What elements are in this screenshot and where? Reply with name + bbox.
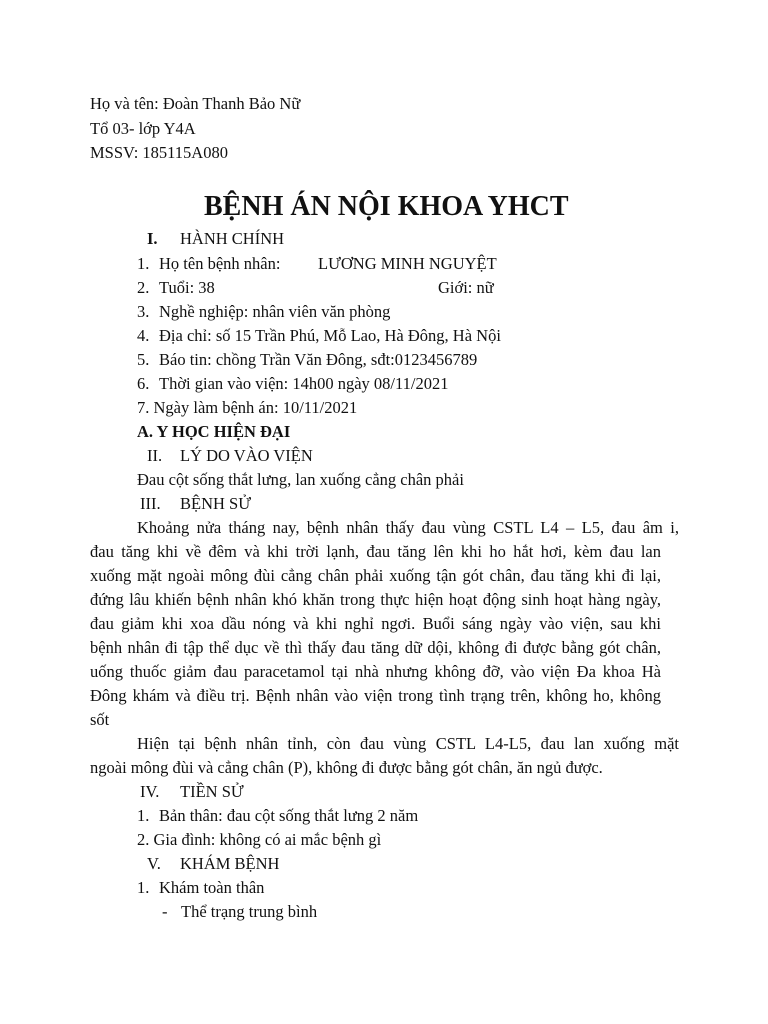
document-title: BỆNH ÁN NỘI KHOA YHCT [204,191,569,222]
section-5-numeral: V. [147,854,161,873]
item-3-num: 3. [137,302,150,321]
section-2-heading: LÝ DO VÀO VIỆN [180,446,313,465]
item-1-num: 1. [137,254,150,273]
section-1-heading: HÀNH CHÍNH [180,229,285,248]
history-para1-line: uống thuốc giảm đau paracetamol tại nhà nhưng không đỡ, vào viện Đa khoa Hà [90,662,661,681]
history-item-2-label: 2. Gia đình: không có ai mắc bệnh gì [137,830,382,849]
section-1-numeral: I. [147,229,158,248]
item-3-label: Nghề nghiệp: nhân viên văn phòng [159,302,391,321]
section-5-heading: KHÁM BỆNH [180,854,280,873]
student-name-line: Họ và tên: Đoàn Thanh Bảo Nữ [90,94,301,113]
item-6-label: Thời gian vào viện: 14h00 ngày 08/11/2021 [159,374,449,393]
exam-item-1-num: 1. [137,878,150,897]
exam-item-1-label: Khám toàn thân [159,878,265,897]
history-item-1-label: Bản thân: đau cột sống thắt lưng 2 năm [159,806,419,825]
item-5-label: Báo tin: chồng Trần Văn Đông, sđt:0123456789 [159,350,478,369]
student-id-line: MSSV: 185115A080 [90,143,228,162]
history-para2-line: ngoài mông đùi và cẳng chân (P), không đi được bằng gót chân, ăn ngủ được. [90,758,603,777]
bullet-text: Thể trạng trung bình [181,902,318,921]
item-4-label: Địa chỉ: số 15 Trần Phú, Mỗ Lao, Hà Đông, Hà Nội [159,326,501,345]
history-para1-line: Khoảng nửa tháng nay, bệnh nhân thấy đau vùng CSTL L4 – L5, đau âm i, [137,518,679,537]
history-para1-line: đứng lâu khiến bệnh nhân khó khăn trong thực hiện hoạt động sinh hoạt hàng ngày, [90,590,661,609]
section-2-numeral: II. [147,446,163,465]
item-7-label: 7. Ngày làm bệnh án: 10/11/2021 [137,398,358,417]
item-6-num: 6. [137,374,150,393]
item-2-value: Giới: nữ [438,278,494,297]
history-item-1-num: 1. [137,806,150,825]
item-5-num: 5. [137,350,150,369]
history-para1-line: sốt [90,710,110,729]
item-1-value: LƯƠNG MINH NGUYỆT [318,254,497,273]
section-4-numeral: IV. [140,782,160,801]
section-3-heading: BỆNH SỬ [180,494,252,513]
item-2-label: Tuổi: 38 [159,278,215,297]
history-para2-line: Hiện tại bệnh nhân tỉnh, còn đau vùng CSTL L4-L5, đau lan xuống mặt [137,734,679,753]
student-group-line: Tổ 03- lớp Y4A [90,119,196,138]
history-para1-line: Đông khám và điều trị. Bệnh nhân vào viện trong tình trạng trên, không ho, không [90,686,661,705]
item-1-label: Họ tên bệnh nhân: [159,254,281,273]
section-2-text: Đau cột sống thắt lưng, lan xuống cẳng chân phải [137,470,464,489]
bullet-marker: - [162,902,168,921]
item-4-num: 4. [137,326,150,345]
section-3-numeral: III. [140,494,161,513]
section-4-heading: TIỀN SỬ [180,782,244,801]
item-2-num: 2. [137,278,150,297]
history-para1-line: đau tăng khi về đêm và khi trời lạnh, đau tăng lên khi ho hắt hơi, kèm đau lan [90,542,661,561]
part-a-heading: A. Y HỌC HIỆN ĐẠI [137,422,291,441]
history-para1-line: bệnh nhân đi tập thể dục về thì thấy đau tăng dữ dội, không đi được bằng gót chân, [90,638,661,657]
history-para1-line: xuống mặt ngoài mông đùi cẳng chân phải xuống tận gót chân, đau tăng khi đi lại, [90,566,661,585]
history-para1-line: đau giảm khi xoa dầu nóng và khi nghỉ ngơi. Buổi sáng ngày vào viện, sau khi [90,614,661,633]
